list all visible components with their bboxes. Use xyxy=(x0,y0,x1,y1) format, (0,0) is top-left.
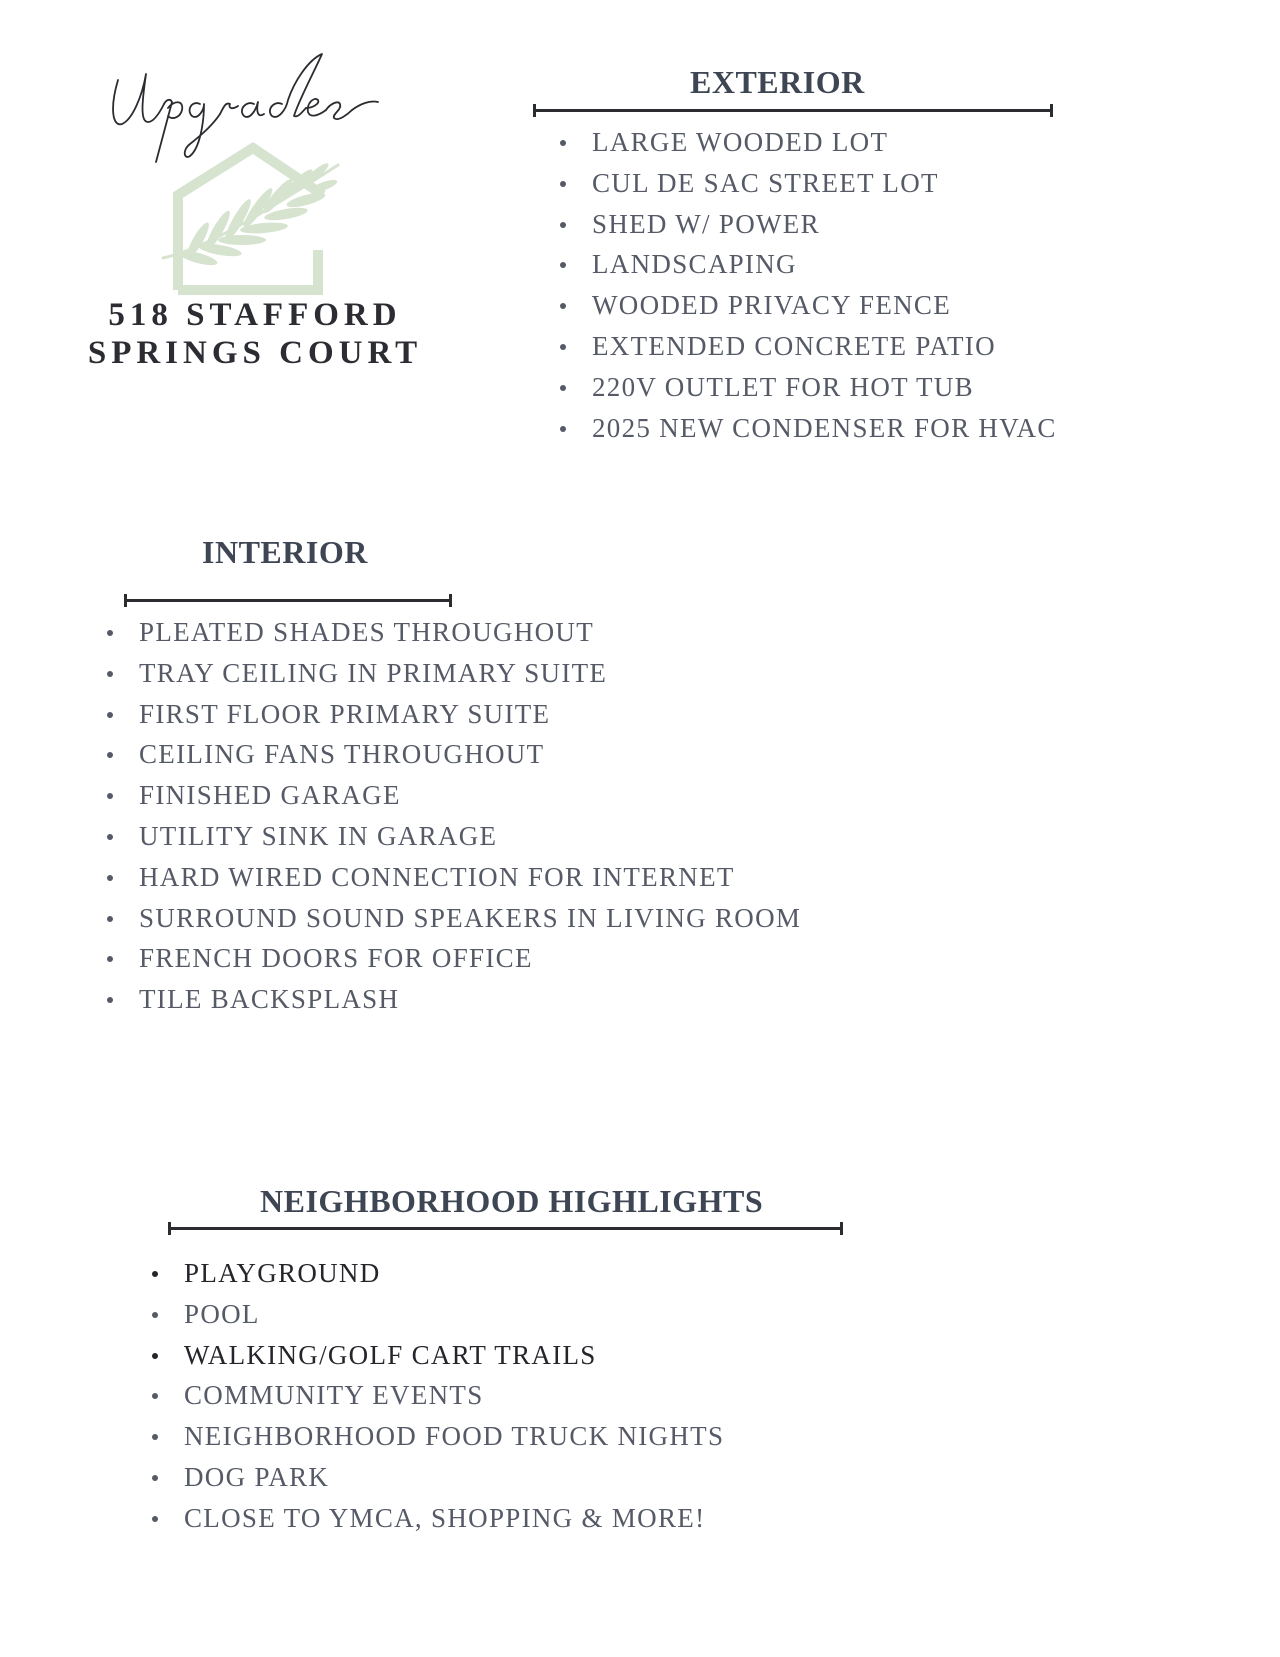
list-item: NEIGHBORHOOD FOOD TRUCK NIGHTS xyxy=(152,1416,724,1457)
list-item: LARGE WOODED LOT xyxy=(560,122,1057,163)
list-item: FINISHED GARAGE xyxy=(107,775,801,816)
list-item: WOODED PRIVACY FENCE xyxy=(560,285,1057,326)
list-item: PLAYGROUND xyxy=(152,1253,724,1294)
list-item: POOL xyxy=(152,1294,724,1335)
neighborhood-divider xyxy=(168,1227,843,1230)
list-item: WALKING/GOLF CART TRAILS xyxy=(152,1335,724,1376)
list-item: HARD WIRED CONNECTION FOR INTERNET xyxy=(107,857,801,898)
neighborhood-heading: NEIGHBORHOOD HIGHLIGHTS xyxy=(260,1183,764,1219)
list-item: CEILING FANS THROUGHOUT xyxy=(107,734,801,775)
list-item: TRAY CEILING IN PRIMARY SUITE xyxy=(107,653,801,694)
interior-list xyxy=(107,612,801,1020)
list-item: SHED W/ POWER xyxy=(560,204,1057,245)
list-item: 2025 NEW CONDENSER FOR HVAC xyxy=(560,408,1057,449)
list-item: CUL DE SAC STREET LOT xyxy=(560,163,1057,204)
interior-heading: INTERIOR xyxy=(202,534,368,570)
exterior-list xyxy=(560,122,1057,448)
list-item: CLOSE TO YMCA, SHOPPING & MORE! xyxy=(152,1498,724,1539)
list-item: FIRST FLOOR PRIMARY SUITE xyxy=(107,694,801,735)
list-item: UTILITY SINK IN GARAGE xyxy=(107,816,801,857)
list-item: DOG PARK xyxy=(152,1457,724,1498)
exterior-divider xyxy=(533,109,1053,112)
interior-divider xyxy=(124,599,452,602)
list-item: PLEATED SHADES THROUGHOUT xyxy=(107,612,801,653)
address-line-1: 518 STAFFORD xyxy=(108,297,402,333)
house-with-leaf-icon xyxy=(158,140,348,300)
list-item: EXTENDED CONCRETE PATIO xyxy=(560,326,1057,367)
property-address xyxy=(70,296,440,372)
list-item: SURROUND SOUND SPEAKERS IN LIVING ROOM xyxy=(107,898,801,939)
neighborhood-list xyxy=(152,1253,724,1539)
list-item: LANDSCAPING xyxy=(560,244,1057,285)
list-item: TILE BACKSPLASH xyxy=(107,979,801,1020)
list-item: FRENCH DOORS FOR OFFICE xyxy=(107,938,801,979)
list-item: COMMUNITY EVENTS xyxy=(152,1375,724,1416)
list-item: 220V OUTLET FOR HOT TUB xyxy=(560,367,1057,408)
address-line-2: SPRINGS COURT xyxy=(87,335,423,371)
exterior-heading: EXTERIOR xyxy=(690,64,865,100)
